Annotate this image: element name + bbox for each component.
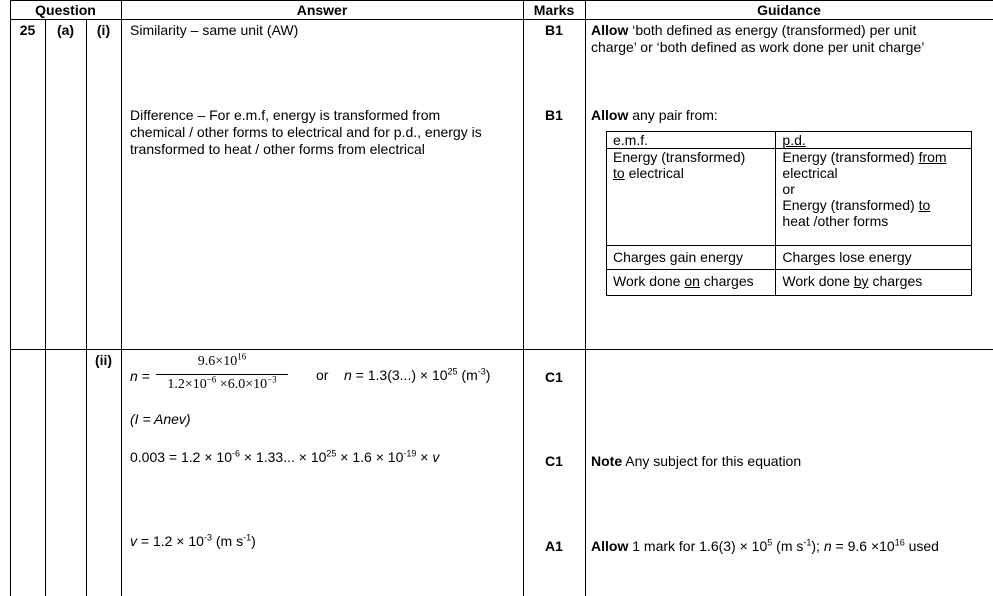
table-top-border	[10, 0, 993, 1]
value-text: (m	[457, 367, 478, 383]
mark-b1-similarity: B1	[545, 22, 563, 38]
question-subpart-i: (i)	[96, 22, 111, 38]
allow-keyword: Allow	[591, 22, 629, 38]
exponent: -1	[243, 532, 252, 543]
table-header-pd	[776, 132, 972, 149]
fraction-numerator	[156, 351, 288, 370]
substitution-equation	[130, 449, 439, 465]
answer-difference	[130, 107, 482, 158]
mark-c1-n: C1	[545, 369, 563, 385]
header-question: Question	[35, 2, 96, 18]
answer-similarity: Similarity – same unit (AW)	[130, 22, 299, 38]
denominator-exponent: −3	[267, 374, 277, 385]
guidance-difference-intro	[591, 107, 718, 123]
guidance-text: );	[811, 538, 824, 554]
cell-text: Work done	[782, 273, 854, 289]
table-cell: Charges gain energy	[607, 246, 776, 270]
v-symbol: v	[130, 533, 137, 549]
exponent: -19	[403, 448, 417, 459]
table-cell: Charges lose energy	[776, 246, 972, 270]
or-word: or	[316, 367, 329, 383]
n-symbol: n	[823, 538, 832, 554]
cell-text: to	[918, 197, 931, 213]
table-header-emf: e.m.f.	[607, 132, 776, 149]
denominator-exponent: −6	[206, 374, 217, 385]
fraction-denominator	[156, 374, 288, 393]
equation-text: ×	[416, 449, 433, 465]
cell-text: charges	[699, 273, 754, 289]
equation-text: × 1.6 × 10	[336, 449, 404, 465]
exponent: 16	[894, 537, 905, 548]
v-symbol: v	[432, 449, 440, 465]
cell-text: Energy (transformed)	[613, 149, 746, 165]
denominator-text: 1.2×10	[167, 377, 207, 392]
guidance-text: = 9.6 ×10	[831, 538, 895, 554]
equation-text: 0.003 = 1.2 × 10	[130, 449, 232, 465]
final-answer-v	[130, 533, 256, 549]
value-text: = 1.2 × 10	[137, 533, 204, 549]
numerator-exponent: 16	[237, 351, 247, 362]
table-row	[607, 246, 972, 270]
col-line-marks	[523, 0, 524, 596]
cell-text: on	[684, 273, 700, 289]
value-text: = 1.3(3...) × 10	[351, 367, 448, 383]
mark-c1-equation: C1	[545, 453, 563, 469]
emf-pd-comparison-table	[606, 131, 972, 296]
mark-a1-answer: A1	[545, 538, 563, 554]
n-equals-label: n =	[130, 368, 150, 384]
guidance-text: (m s	[772, 538, 804, 554]
col-line-answer	[121, 0, 122, 596]
note-keyword: Note	[591, 453, 623, 469]
table-header-pd-text: p.d.	[782, 132, 806, 148]
cell-text: electrical	[782, 165, 838, 181]
guidance-text: charge’ or ‘both defined as work done per unit charge’	[591, 39, 925, 55]
answer-difference-line: chemical / other forms to electrical and for p.d., energy is	[130, 124, 482, 140]
col-line-part	[45, 19, 46, 596]
header-answer: Answer	[296, 2, 348, 18]
n-symbol: n	[344, 367, 352, 383]
exponent: 5	[767, 537, 773, 548]
table-cell	[776, 270, 972, 296]
cell-text: Energy (transformed)	[782, 197, 919, 213]
guidance-text: any pair from:	[628, 107, 718, 123]
cell-text: electrical	[624, 165, 684, 181]
cell-text: to	[613, 165, 625, 181]
current-equation: (I = Anev)	[130, 411, 191, 427]
exponent: -1	[803, 537, 812, 548]
exponent: 25	[447, 366, 458, 377]
guidance-similarity	[591, 22, 924, 56]
value-text: )	[485, 367, 491, 383]
cell-text: Work done	[613, 273, 685, 289]
cell-text: charges	[868, 273, 923, 289]
question-number: 25	[19, 22, 36, 38]
cell-text: Energy (transformed)	[782, 149, 919, 165]
allow-keyword: Allow	[591, 538, 629, 554]
guidance-note	[591, 453, 801, 469]
answer-difference-line: transformed to heat / other forms from electrical	[130, 141, 425, 157]
numerator-text: 9.6×10	[197, 354, 238, 369]
value-text: )	[251, 533, 256, 549]
question-subpart-ii: (ii)	[94, 352, 113, 368]
table-row	[607, 149, 972, 246]
cell-text: from	[918, 149, 947, 165]
header-bottom-border	[10, 19, 993, 20]
guidance-text: ‘both defined as energy (transformed) per unit	[628, 22, 917, 38]
table-row	[607, 270, 972, 296]
mark-b1-difference: B1	[545, 107, 563, 123]
exponent: 25	[326, 448, 337, 459]
cell-text: by	[853, 273, 869, 289]
answer-difference-line: Difference – For e.m.f, energy is transformed from	[130, 107, 441, 123]
table-cell	[607, 270, 776, 296]
col-line-sub	[86, 19, 87, 596]
allow-keyword: Allow	[591, 107, 629, 123]
question-part: (a)	[56, 22, 75, 38]
guidance-text: used	[904, 538, 939, 554]
exponent: -3	[203, 532, 212, 543]
table-row	[607, 132, 972, 149]
cell-text: heat /other forms	[782, 213, 889, 229]
guidance-allow-one-mark	[591, 538, 939, 554]
exponent: -6	[231, 448, 240, 459]
row-separator	[10, 349, 993, 350]
guidance-text: 1 mark for 1.6(3) × 10	[628, 538, 768, 554]
guidance-text: Any subject for this equation	[622, 453, 802, 469]
header-guidance: Guidance	[757, 2, 821, 18]
value-text: (m s	[211, 533, 244, 549]
table-cell	[776, 149, 972, 246]
denominator-text: ×6.0×10	[216, 377, 268, 392]
col-line-left	[10, 0, 11, 596]
alternative-n-value	[344, 367, 490, 383]
cell-text: or	[782, 181, 795, 197]
equation-text: × 1.33... × 10	[240, 449, 327, 465]
header-marks: Marks	[533, 2, 575, 18]
col-line-guidance	[585, 0, 586, 596]
exponent: -3	[477, 366, 486, 377]
table-cell	[607, 149, 776, 246]
